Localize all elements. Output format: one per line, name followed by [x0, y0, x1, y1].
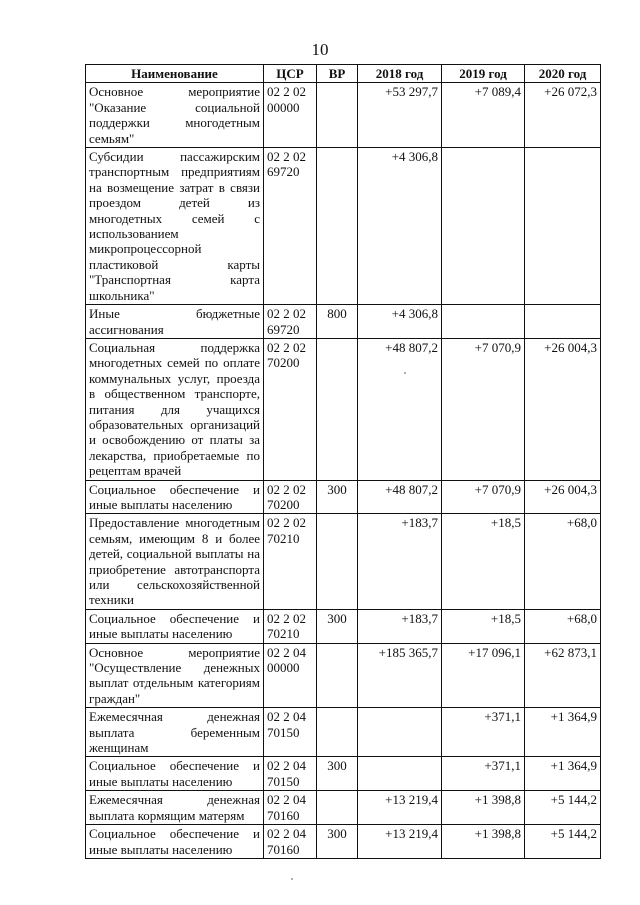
cell-vr: 300 [317, 480, 358, 514]
table-row [86, 791, 601, 825]
cell-2018: +183,7 [358, 514, 442, 609]
cell-2020 [525, 148, 601, 305]
cell-2019: +371,1 [442, 708, 525, 757]
cell-name: Иные бюджетные ассигнования [86, 305, 264, 339]
header-name: Наименование [86, 65, 264, 83]
cell-2018: +185 365,7 [358, 643, 442, 708]
cell-2018: +4 306,8 [358, 148, 442, 305]
cell-2020: +1 364,9 [525, 708, 601, 757]
cell-vr [317, 708, 358, 757]
cell-name: Субсидии пассажирским транспортным предприятиям на возмещение затрат в связи проездом детей из многодетных семей с использованием микропроцессорной пластиковой карты "Транспортная карта школьника" [86, 148, 264, 305]
cell-2018: +13 219,4 [358, 825, 442, 859]
cell-name: Социальное обеспечение и иные выплаты населению [86, 480, 264, 514]
cell-2020: +26 004,3 [525, 480, 601, 514]
cell-2018 [358, 708, 442, 757]
table-row [86, 609, 601, 643]
header-csr: ЦСР [264, 65, 317, 83]
cell-csr: 02 2 02 70210 [264, 514, 317, 609]
cell-vr [317, 791, 358, 825]
cell-2018: +48 807,2 [358, 480, 442, 514]
cell-2019: +18,5 [442, 609, 525, 643]
cell-2018: +13 219,4 [358, 791, 442, 825]
cell-name: Ежемесячная денежная выплата кормящим матерям [86, 791, 264, 825]
cell-2019 [442, 305, 525, 339]
cell-2019: +1 398,8 [442, 825, 525, 859]
cell-2020: +68,0 [525, 609, 601, 643]
cell-2018: +4 306,8 [358, 305, 442, 339]
cell-2020: +62 873,1 [525, 643, 601, 708]
cell-name: Социальное обеспечение и иные выплаты населению [86, 757, 264, 791]
table-row [86, 305, 601, 339]
table-row [86, 643, 601, 708]
cell-name: Социальное обеспечение и иные выплаты населению [86, 825, 264, 859]
cell-vr: 300 [317, 609, 358, 643]
cell-vr [317, 338, 358, 480]
header-row [86, 65, 601, 83]
table-row [86, 338, 601, 480]
table-row [86, 480, 601, 514]
cell-2019: +18,5 [442, 514, 525, 609]
cell-name: Ежемесячная денежная выплата беременным женщинам [86, 708, 264, 757]
cell-2019: +7 089,4 [442, 83, 525, 148]
cell-vr: 800 [317, 305, 358, 339]
cell-name: Основное мероприятие "Оказание социальной поддержки многодетным семьям" [86, 83, 264, 148]
cell-2018: +48 807,2 [358, 338, 442, 480]
cell-csr: 02 2 04 70150 [264, 757, 317, 791]
cell-2020: +1 364,9 [525, 757, 601, 791]
cell-csr: 02 2 04 00000 [264, 643, 317, 708]
cell-2020: +5 144,2 [525, 791, 601, 825]
cell-2019: +371,1 [442, 757, 525, 791]
header-2020: 2020 год [525, 65, 601, 83]
cell-2018 [358, 757, 442, 791]
cell-csr: 02 2 02 69720 [264, 305, 317, 339]
cell-csr: 02 2 02 00000 [264, 83, 317, 148]
cell-2019: +7 070,9 [442, 338, 525, 480]
cell-csr: 02 2 04 70160 [264, 791, 317, 825]
cell-csr: 02 2 02 70210 [264, 609, 317, 643]
header-2018: 2018 год [358, 65, 442, 83]
table-row [86, 514, 601, 609]
cell-csr: 02 2 04 70150 [264, 708, 317, 757]
header-vr: ВР [317, 65, 358, 83]
cell-name: Социальное обеспечение и иные выплаты населению [86, 609, 264, 643]
table-row [86, 708, 601, 757]
cell-vr: 300 [317, 825, 358, 859]
cell-csr: 02 2 02 69720 [264, 148, 317, 305]
header-2019: 2019 год [442, 65, 525, 83]
table-row [86, 83, 601, 148]
table-row [86, 825, 601, 859]
cell-vr [317, 148, 358, 305]
table-row [86, 757, 601, 791]
cell-2020: +26 072,3 [525, 83, 601, 148]
cell-2020: +5 144,2 [525, 825, 601, 859]
cell-2018: +53 297,7 [358, 83, 442, 148]
cell-2018: +183,7 [358, 609, 442, 643]
cell-csr: 02 2 02 70200 [264, 480, 317, 514]
cell-2020: +26 004,3 [525, 338, 601, 480]
cell-name: Предоставление многодетным семьям, имеющим 8 и более детей, социальной выплаты на приобретение автотранспорта или сельскохозяйственной техники [86, 514, 264, 609]
cell-2019: +1 398,8 [442, 791, 525, 825]
cell-2020: +68,0 [525, 514, 601, 609]
table-row [86, 148, 601, 305]
cell-csr: 02 2 04 70160 [264, 825, 317, 859]
cell-vr [317, 514, 358, 609]
budget-table [85, 64, 601, 859]
cell-2019: +17 096,1 [442, 643, 525, 708]
scan-speck [404, 372, 406, 374]
cell-vr: 300 [317, 757, 358, 791]
scan-speck [291, 878, 293, 880]
cell-2019: +7 070,9 [442, 480, 525, 514]
page-number: 10 [311, 40, 329, 59]
cell-2019 [442, 148, 525, 305]
cell-csr: 02 2 02 70200 [264, 338, 317, 480]
cell-name: Социальная поддержка многодетных семей по оплате коммунальных услуг, проезда в общественном транспорте, питания для учащихся образовательных организаций и освобождению от платы за лекарства, приобретаемые по рецептам врачей [86, 338, 264, 480]
cell-2020 [525, 305, 601, 339]
cell-vr [317, 83, 358, 148]
cell-vr [317, 643, 358, 708]
cell-name: Основное мероприятие "Осуществление денежных выплат отдельным категориям граждан" [86, 643, 264, 708]
